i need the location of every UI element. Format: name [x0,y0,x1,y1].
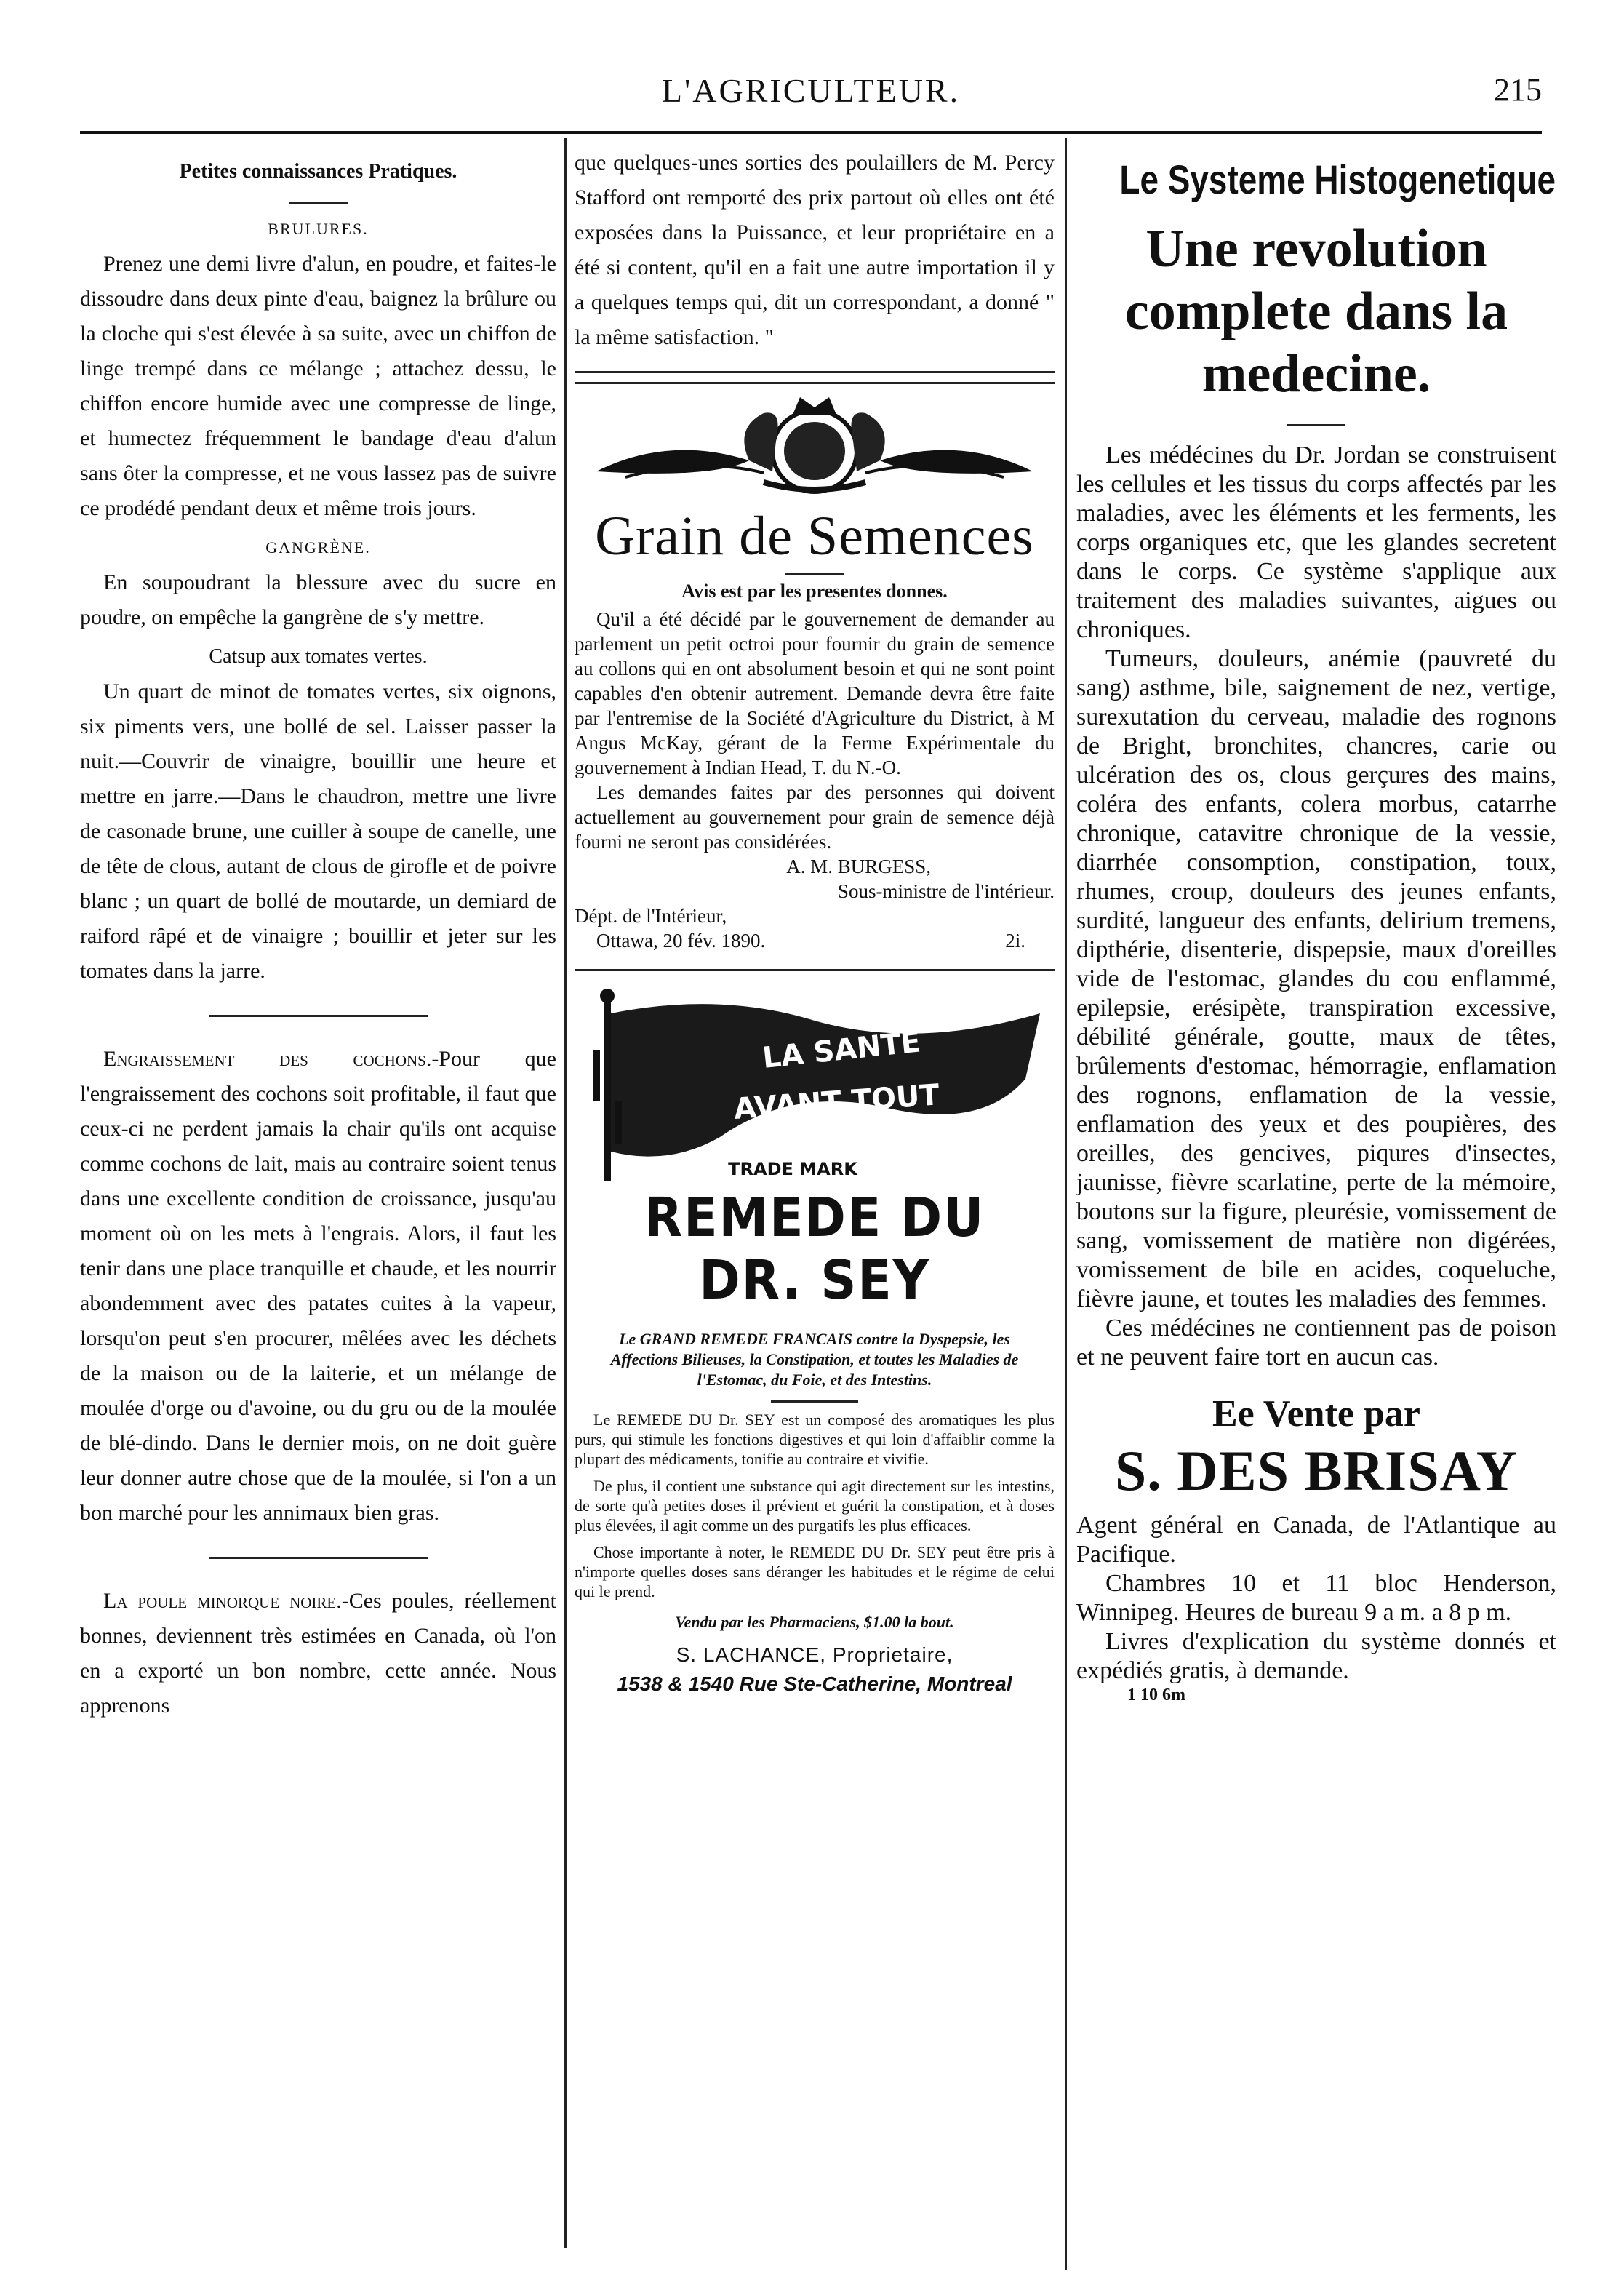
grain-date-line [575,928,1055,953]
column-divider-1 [564,138,567,2248]
systeme-title: Le Systeme Histogenetique [1119,156,1556,202]
separator-bar [575,969,1055,971]
grain-signature-role: Sous-ministre de l'intérieur. [837,880,1055,902]
remede-paragraph-2: De plus, il contient une substance qui agit directement sur les intestins, de sorte qu'à petites doses il prévient et guérit la constipation, et à doses plus élevées, il agit comme un des purgatifs les plus efficaces. [575,1477,1055,1534]
brulures-title: BRULURES. [268,220,369,238]
engraissement-title: Engraissement des cochons. [103,1047,432,1071]
flag-line-1: LA SANTE [761,1025,923,1075]
flag-trademark-illustration [575,984,1055,1181]
poule-article [80,1584,556,1723]
brisay-address: Chambres 10 et 11 bloc Henderson, Winnipeg. Heures de bureau 9 a m. a 8 p m. [1076,1570,1556,1626]
header-rule [80,131,1542,134]
separator-rule [209,1557,428,1559]
poule-title: La poule minorque noire. [103,1589,342,1613]
column-3 [1076,145,1556,1705]
column-2 [575,145,1055,1696]
dash-rule [289,202,348,204]
brisay-agent: Agent général en Canada, de l'Atlantique au Pacifique. [1076,1512,1556,1568]
grain-code: 2i. [1005,930,1025,952]
engraissement-text: -Pour que l'engraissement des cochons soit profitable, il faut que ceux-ci ne perdent jamais la chair qu'ils ont acquise comme cochons de lait, mais au contraire soient tenus dans une excellente condition de croissance, jusqu'au moment où on les mets à l'engrais. Alors, il faut les tenir dans une place tranquille et chaude, et les nourrir abondemment avec des patates cuites à la vapeur, lorsqu'on peut s'en procurer, mêlées avec les déchets de la maison ou de la laiterie, et un mélange de moulée d'orge ou d'avoine, ou du gru ou de la moulée de blé-dindo. Dans le dernier mois, on ne doit guère leur donner autre chose que de la moulée, si l'on a un bon marché pour les annimaux bien gras. [80,1047,557,1525]
grain-signature-name: A. M. BURGESS, [786,856,931,877]
jordan-paragraph-2: Tumeurs, douleurs, anémie (pauvreté du sang) asthme, bile, saignement de nez, vertige, surexutation du cerveau, maladie des rognons de Bright, bronchites, chancres, carie ou ulcération des os, clous gerçures des mains, coléra des enfants, colera morbus, catarrhe chronique, catavitre chronique de la vessie, diarrhée consomption, constipation, toux, rhumes, croup, douleurs des jeunes enfants, surdité, langueur des enfants, delirium tremens, dipthérie, disenterie, dispepsie, maux d'oreilles vide de l'estomac, glandes du cou enflammé, epilepsie, erésipète, transpiration excessive, débilité générale, goutte, maux de têtes, brûlements d'estomac, hémorragie, enflamation des rognons, enflamation de la vessie, enflamation des yeux et des poupières, des oreilles, des gencives, piqures d'insectes, jaunisse, fièvre scarlatine, perte de la mémoire, boutons sur la figure, pleurésie, vomissement de sang, vomissement de matière non digérées, vomissement de bile en acides, coqueluche, fièvre jaune, et toutes les maladies des femmes. [1076,645,1556,1312]
engraissement-article [80,1042,556,1531]
brisay-books: Livres d'explication du système donnés et expédiés gratis, à demande. [1076,1628,1556,1684]
grain-title: Grain de Semences [595,506,1034,567]
page-number: 215 [1494,72,1542,108]
grain-date: Ottawa, 20 fév. 1890. [596,930,766,952]
separator-rule [209,1015,428,1017]
jordan-paragraph-3: Ces médécines ne contiennent pas de poison et ne peuvent faire tort en aucun cas. [1076,1315,1556,1371]
flag-line-2: AVANT TOUT [732,1078,941,1126]
journal-title: L'AGRICULTEUR. [661,72,961,109]
catsup-text: Un quart de minot de tomates vertes, six oignons, six piments vers, une bollé de sel. Laisser passer la nuit.—Couvrir de vinaigre, bouillir une heure et mettre en jarre.—Dans le chaudron, mettre une livre de casonade brune, une cuiller à soupe de canelle, une de tête de clous, autant de clous de girofle et de poivre blanc ; un quart de bollé de moutarde, un demiard de raiford râpé et de vinaigre ; bouillir et jeter sur les tomates dans la jarre. [80,679,556,983]
grain-paragraph-2: Les demandes faites par des personnes qui doivent actuellement au gouvernement pour grain de semence déjà fourni ne seront pas considérées. [575,781,1055,853]
dash-rule [771,1400,858,1403]
gangrene-title: GANGRÈNE. [265,538,371,557]
brulures-text: Prenez une demi livre d'alun, en poudre, et faites-le dissoudre dans deux pinte d'eau, baignez la brûlure ou la cloche qui s'est élevée à sa suite, avec un chiffon de linge trempé dans ce mélange ; attachez dessu, le chiffon encore humide avec une compresse de linge, et humectez fréquemment le bandage d'eau d'alun sans ôter la compresse, et ne vous lassez pas de suivre ce prodédé pendant deux et même trois jours. [80,252,556,520]
remede-paragraph-3: Chose importante à noter, le REMEDE DU Dr. SEY peut être pris à n'importe quelles doses sans déranger les habitudes et le régime de celui qui le prend. [575,1543,1055,1600]
page-header [80,64,1542,129]
remede-tagline: Le GRAND REMEDE FRANCAIS contre la Dyspepsie, les Affections Bilieuses, la Constipation, et toutes les Maladies de l'Estomac, du Foie, et des Intestins. [610,1330,1019,1389]
ad-code: 1 10 6m [1127,1686,1185,1704]
remede-paragraph-1: Le REMEDE DU Dr. SEY est un composé des aromatiques les plus purs, qui stimule les fonctions digestives et qui loin d'affaiblir comme la plupart des médicaments, tonifie au contraire et vivifie. [575,1411,1055,1468]
jordan-paragraph-1: Les médécines du Dr. Jordan se construisent les cellules et les tissus du corps affectés par les maladies, avec les éléments et les ferments, les corps organiques etc, que les glandes secretent dans le corps. Ce système s'applique aux traitement des maladies suivantes, aigues ou chroniques. [1076,442,1556,643]
dash-rule [785,573,844,575]
brisay-title: S. DES BRISAY [1114,1439,1519,1502]
grain-paragraph-1: Qu'il a été décidé par le gouvernement de demander au parlement un petit octroi pour fournir du grain de semence au collons qui en ont absolument besoin et qui ne sont point capables d'en obtenir autrement. Demande devra être faite par l'entremise de la Société d'Agriculture du District, à M Angus McKay, gérant de la Ferme Expérimentale du gouvernement à Indian Head, T. du N.-O. [575,608,1055,778]
dash-rule [1287,424,1345,426]
remede-price: Vendu par les Pharmaciens, $1.00 la bout. [675,1613,954,1631]
gangrene-text: En soupoudrant la blessure avec du sucre en poudre, on empêche la gangrène de s'y mettre. [80,570,556,629]
remede-address: 1538 & 1540 Rue Ste-Catherine, Montreal [617,1672,1012,1695]
royal-crest-illustration [582,391,1047,501]
grain-dept: Dépt. de l'Intérieur, [575,905,727,927]
poule-continuation: que quelques-unes sorties des poulaillers de M. Percy Stafford ont remporté des prix partout où elles ont été exposées dans la Puissance, et leur propriétaire en a été si content, qu'il en a fait une autre importation il y a quelques temps qui, dit un correspondant, a donné " la même satisfaction. " [575,151,1055,349]
column-divider-2 [1065,138,1067,2270]
grain-subtitle: Avis est par les presentes donnes. [681,581,948,602]
column-1 [80,145,556,1723]
poule-text: -Ces poules, réellement bonnes, deviennent très estimées en Canada, où l'on en a exporté un bon nombre, cette année. Nous apprenons [80,1589,556,1718]
catsup-title: Catsup aux tomates vertes. [209,645,428,668]
vente-title: Ee Vente par [1212,1393,1420,1435]
revolution-title: Une revolution complete dans la medecine. [1124,219,1508,404]
section-title: Petites connaissances Pratiques. [179,160,457,183]
double-rule [575,371,1055,384]
remede-proprietor: S. LACHANCE, Proprietaire, [676,1643,953,1666]
remede-title: REMEDE DU DR. SEY [644,1187,985,1312]
trade-mark-label: TRADE MARK [728,1159,857,1179]
